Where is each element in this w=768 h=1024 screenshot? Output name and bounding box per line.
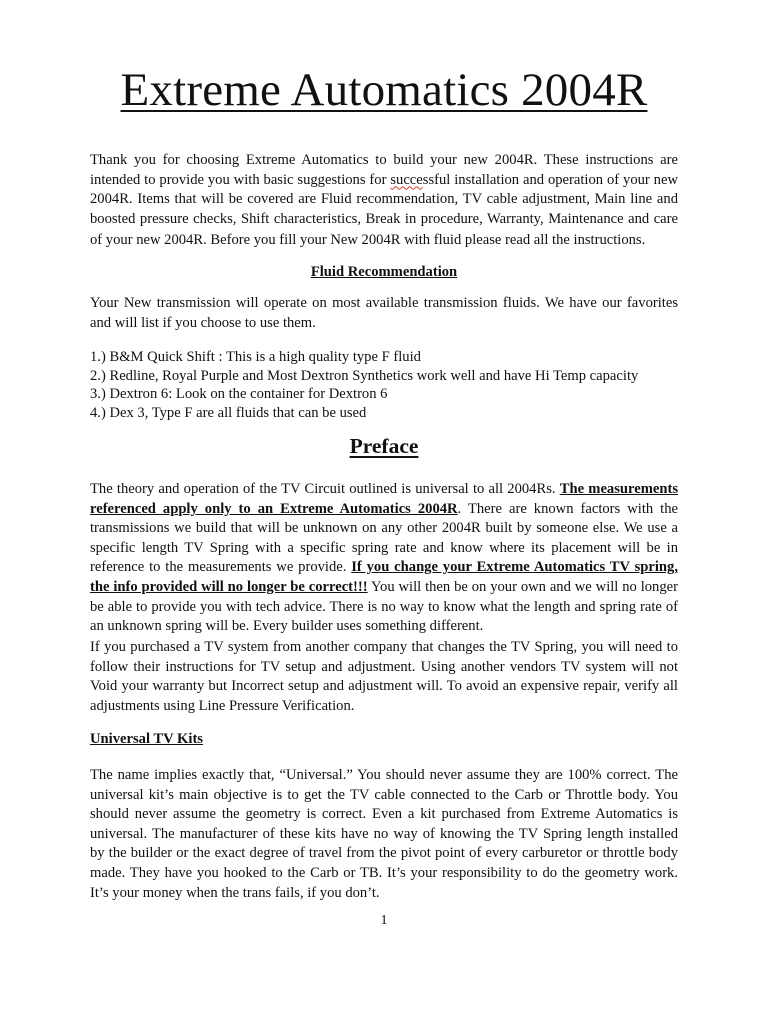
fluid-intro-paragraph	[90, 294, 678, 333]
preface-line: follow their instructions for TV setup and adjustment. Using another vendors TV system will not	[90, 658, 678, 675]
intro-text: intended to provide you with basic suggestions for	[90, 171, 391, 188]
preface-line	[90, 500, 678, 520]
emphasis-text: If you change your Extreme Automatics TV spring,	[351, 559, 678, 576]
preface-line	[90, 578, 678, 598]
fluid-list-item: 2.) Redline, Royal Purple and Most Dextron Synthetics work well and have Hi Temp capacity	[90, 367, 639, 384]
intro-line: Thank you for choosing Extreme Automatics to build your new 2004R. These instructions are	[90, 152, 678, 168]
preface-line: transmissions we build that will be unknown on any other 2004R built by someone else. We use a	[90, 520, 678, 537]
preface-line: Void your warranty but Incorrect setup and adjustment will. To avoid an expensive repair, verify all	[90, 678, 678, 695]
fluid-intro-line: Your New transmission will operate on most available transmission fluids. We have our favorites	[90, 295, 678, 311]
preface-line: adjustments using Line Pressure Verification.	[90, 697, 355, 714]
page-number: 1	[380, 913, 388, 928]
intro-line: boosted pressure checks, Shift characteristics, Break in procedure, Warranty, Maintenance and care	[90, 210, 678, 227]
preface-line: If you purchased a TV system from another company that changes the TV Spring, you will need to	[90, 639, 678, 655]
preface-line	[90, 480, 678, 500]
tv-kits-paragraph	[90, 766, 678, 903]
fluid-recommendation-heading: Fluid Recommendation	[310, 264, 458, 280]
preface-heading: Preface	[349, 434, 419, 458]
fluid-list	[90, 348, 690, 422]
tv-kits-line: It’s your money when the trans fails, if you don’t.	[90, 884, 380, 901]
tv-kits-line: should never assume the geometry is correct. Even a kit purchased from Extreme Automatics is	[90, 806, 678, 823]
tv-kits-line: by the builder or the exact degree of travel from the pivot point of every carburetor or throttle body	[90, 845, 678, 862]
preface-text: reference to the measurements we provide.	[90, 559, 352, 576]
preface-line: an unknown spring will be. Every builder uses something different.	[90, 618, 484, 635]
preface-text: . There are known factors with the	[457, 500, 678, 517]
tv-kits-line: universal. The manufacturer of these kits have no way of knowing the TV Spring length installed	[90, 825, 678, 842]
emphasis-text: referenced apply only to an Extreme Automatics 2004R	[90, 500, 458, 517]
intro-paragraph	[90, 151, 678, 251]
preface-line: be able to provide you with tech advice. There is no way to know what the length and spring rate of	[90, 598, 678, 615]
document-title: Extreme Automatics 2004R	[120, 64, 648, 116]
fluid-list-item: 4.) Dex 3, Type F are all fluids that can be used	[90, 404, 367, 421]
tv-kits-line: universal kit’s main objective is to get the TV cable connected to the Carb or Throttle body. You	[90, 786, 678, 803]
emphasis-text: The measurements	[559, 481, 679, 497]
intro-text: ssful installation and operation of your new	[422, 171, 678, 188]
preface-text: The theory and operation of the TV Circuit outlined is universal to all 2004Rs.	[90, 481, 560, 497]
preface-text: You will then be on your own and we will no longer	[367, 578, 678, 595]
fluid-intro-line: and will list if you choose to use them.	[90, 314, 316, 331]
preface-paragraph-1	[90, 480, 678, 637]
preface-line: specific length TV Spring with a specific spring rate and know where its placement will be in	[90, 539, 678, 556]
preface-line	[90, 558, 678, 578]
fluid-list-item: 3.) Dextron 6: Look on the container for Dextron 6	[90, 386, 388, 403]
universal-tv-kits-heading: Universal TV Kits	[90, 731, 203, 747]
spellcheck-underline: succe	[390, 171, 423, 188]
intro-line	[90, 171, 678, 191]
tv-kits-line: The name implies exactly that, “Universal.” You should never assume they are 100% correct. The	[90, 767, 678, 783]
preface-paragraph-2	[90, 638, 678, 716]
tv-kits-line: made. They have you hooked to the Carb or TB. It’s your responsibility to do the geometry work.	[90, 864, 678, 881]
intro-line: 2004R. Items that will be covered are Fluid recommendation, TV cable adjustment, Main line and	[90, 191, 678, 208]
intro-line: of your new 2004R. Before you fill your New 2004R with fluid please read all the instructions.	[90, 232, 646, 249]
fluid-list-item: 1.) B&M Quick Shift : This is a high quality type F fluid	[90, 349, 421, 365]
emphasis-text: the info provided will no longer be correct!!!	[90, 578, 368, 595]
